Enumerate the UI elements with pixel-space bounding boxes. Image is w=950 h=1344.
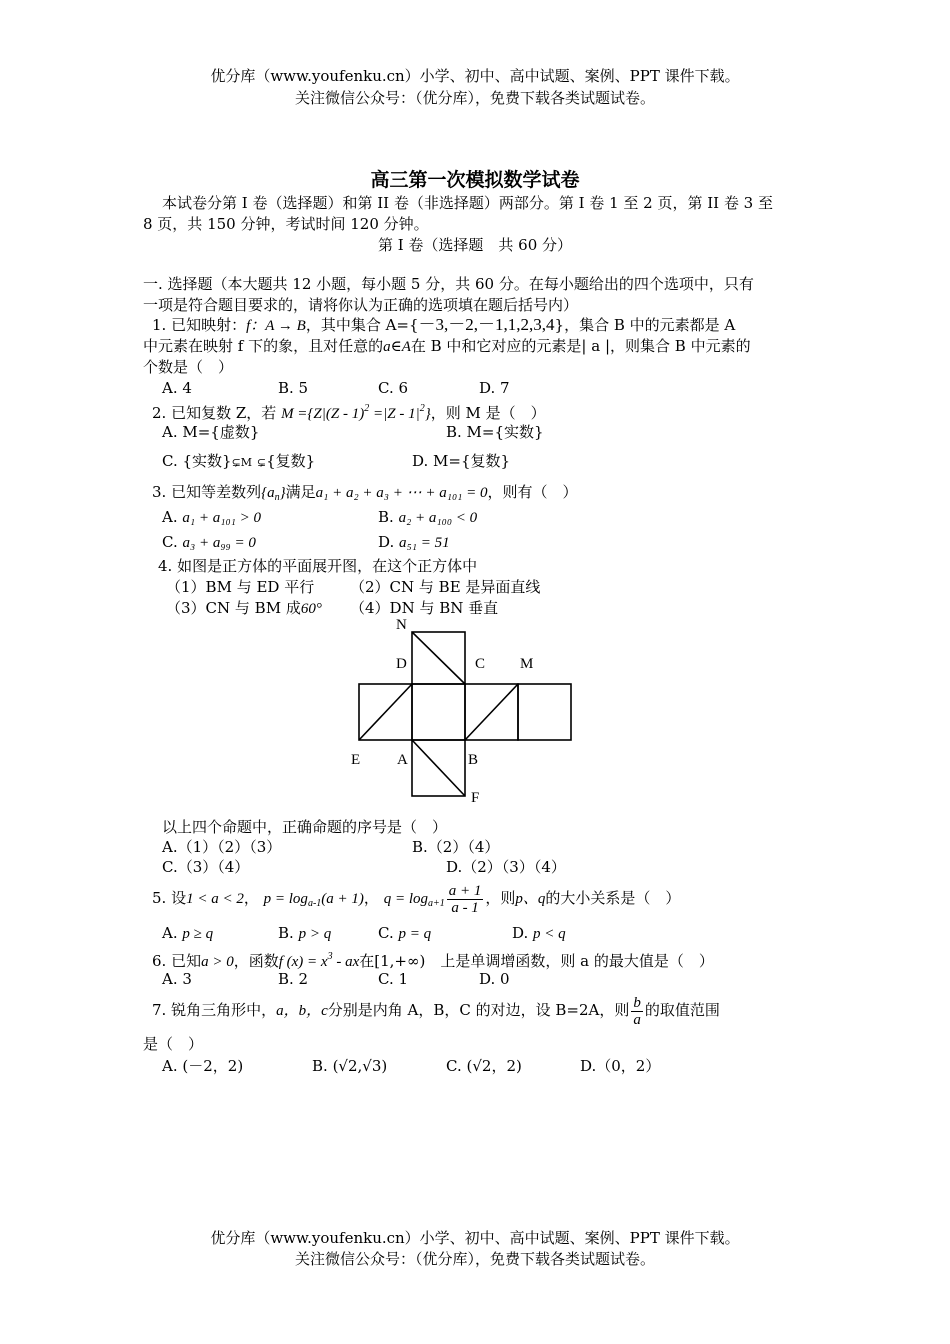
q4-statement-4: （4）DN 与 BN 垂直 (350, 599, 499, 617)
q2-option-c (162, 451, 315, 473)
q5-option-b-label: B. (278, 924, 294, 942)
q5-text-d: ，则 (485, 889, 516, 907)
q3-seq-c: } (279, 485, 286, 501)
net-diagonal-left (359, 684, 412, 740)
header-line-1: 优分库（www.youfenku.cn）小学、初中、高中试题、案例、PPT 课件下载。 (210, 67, 740, 85)
net-label-d: D (396, 656, 407, 672)
q7-option-b-label: B. (312, 1057, 328, 1075)
q3-option-a-label: A. (162, 508, 178, 526)
q4-question: 以上四个命题中，正确命题的序号是（ ） (162, 818, 448, 836)
q1-text-a: 1. 已知映射： (152, 316, 247, 334)
q7-option-c (446, 1056, 522, 1076)
q5-option-d (512, 923, 566, 944)
q1-line-3: 个数是（ ） (143, 358, 234, 376)
q2-line-1 (152, 399, 546, 424)
q1-text-line2a: 中元素在映射 f 下的象，且对任意的 (143, 337, 384, 355)
q7-text-a: 7. 锐角三角形中， (152, 1001, 277, 1019)
q4-option-a: A.（1）（2）（3） (162, 838, 282, 856)
q6-interval: [1,+∞) (374, 952, 426, 970)
q5-option-d-label: D. (512, 924, 529, 942)
q6-text-b: ，函数 (233, 952, 279, 970)
q2-exp-2: 2 (419, 403, 425, 414)
net-label-n: N (396, 617, 407, 633)
q5-pq: p、q (515, 891, 546, 907)
q1-text-b: ，其中集合 A={ (305, 316, 419, 334)
q3-option-d (378, 532, 450, 553)
q7-line-1 (152, 992, 720, 1029)
q4-statement-2: （2）CN 与 BE 是异面直线 (350, 578, 541, 596)
q5-line-1 (152, 880, 680, 922)
q2-option-a: A. M={虚数} (162, 423, 260, 441)
q4-statement-3-text: （3）CN 与 BM 成 (166, 599, 301, 617)
q3-text-a: 3. 已知等差数列 (152, 483, 262, 501)
q7-option-c-expr: (√2，2) (466, 1057, 522, 1075)
q5-text-c: ， (363, 889, 379, 907)
q6-text-a: 6. 已知 (152, 952, 202, 970)
q5-option-a (162, 923, 213, 944)
q5-q-log: q = log (383, 891, 428, 907)
q4-statement-3 (166, 598, 322, 619)
net-diagonal-right (465, 684, 518, 740)
q2-text-b: ，则 M 是（ ） (430, 404, 546, 422)
q2-expr (281, 403, 431, 422)
q7-text-b: 分别是内角 A，B，C 的对边，设 B=2A，则 (327, 1001, 630, 1019)
q7-line-2: 是（ ） (143, 1035, 204, 1053)
q7-denominator: a (633, 1011, 641, 1028)
q2-text-a: 2. 已知复数 Z，若 (152, 404, 277, 422)
section-line-2: 一项是符合题目要求的，请将你认为正确的选项填在题后括号内） (143, 296, 579, 314)
q5-p-base: a-1 (307, 898, 322, 909)
q5-text-a: 5. 设 (152, 889, 187, 907)
q7-vars: a，b，c (276, 1003, 328, 1019)
q3-option-a-expr: a₁ + a₁₀₁ > 0 (182, 510, 261, 526)
q7-option-a (162, 1056, 243, 1076)
q5-condition: 1 < a < 2 (186, 891, 244, 907)
q5-p-expr (264, 891, 364, 907)
q6-exponent: 3 (327, 951, 333, 962)
q7-option-a-label: A. (162, 1057, 178, 1075)
q3-line-1 (152, 482, 578, 508)
q4-option-b: B.（2）（4） (412, 838, 500, 856)
q6-text-d: 上是单调增函数，则 a 的最大值是（ ） (440, 952, 714, 970)
net-label-m: M (520, 656, 534, 672)
q3-seq-1: {a (261, 485, 275, 501)
q5-option-a-label: A. (162, 924, 178, 942)
footer-line-2: 关注微信公众号：（优分库），免费下载各类试题试卷。 (294, 1250, 655, 1268)
q1-line-1 (152, 315, 735, 336)
section-line-1: 一. 选择题（本大题共 12 小题，每小题 5 分，共 60 分。在每小题给出的四个选项中，只有 (143, 275, 754, 293)
q2-option-d: D. M={复数} (412, 452, 511, 470)
q2-expr-1: M ={Z|(Z - 1) (281, 406, 365, 422)
net-label-c: C (475, 656, 486, 672)
q1-elem: a∈A (383, 339, 411, 355)
q5-text-e: 的大小关系是（ ） (545, 889, 681, 907)
footer-line-1: 优分库（www.youfenku.cn）小学、初中、高中试题、案例、PPT 课件下载。 (210, 1229, 740, 1247)
net-label-b: B (468, 752, 479, 768)
header-line-2: 关注微信公众号：（优分库），免费下载各类试题试卷。 (294, 89, 655, 107)
q3-option-c (162, 532, 256, 553)
q5-numerator: a + 1 (448, 883, 482, 900)
q6-option-a: A. 3 (162, 970, 192, 988)
cube-net-diagram (355, 630, 575, 800)
q1-text-c: }，集合 B 中的元素都是 A (554, 316, 736, 334)
q5-q-base: a+1 (428, 898, 445, 909)
q4-statement-3-degree: 60° (300, 601, 322, 617)
q2-option-c-1: C. {实数} (162, 452, 232, 470)
q3-seq (261, 485, 286, 501)
q1-option-d: D. 7 (479, 379, 510, 397)
q1-line-2 (143, 336, 751, 357)
q7-option-b-expr: (√2,√3) (332, 1057, 388, 1075)
intro-line-1: 本试卷分第 I 卷（选择题）和第 II 卷（非选择题）两部分。第 I 卷 1 至 2 页，第 II 卷 3 至 (162, 194, 773, 212)
q4-line-1: 4. 如图是正方体的平面展开图，在这个正方体中 (158, 557, 478, 575)
q3-text-c: ，则有（ ） (487, 483, 578, 501)
q5-p-arg: (a + 1) (321, 891, 364, 907)
q7-option-b (312, 1056, 387, 1076)
q7-numerator: b (633, 994, 641, 1011)
q6-option-d: D. 0 (479, 970, 510, 988)
q3-seq-n: n (274, 492, 280, 503)
q5-option-b-expr: p > q (298, 926, 332, 942)
q1-map: f：A → B (246, 318, 306, 334)
q2-option-c-4: {复数} (266, 452, 316, 470)
net-label-e: E (351, 752, 361, 768)
q6-option-c: C. 1 (378, 970, 409, 988)
q5-p-log: p = log (263, 891, 308, 907)
q6-text-c: 在 (359, 952, 375, 970)
q5-option-c-label: C. (378, 924, 394, 942)
q4-option-d: D.（2）（3）（4） (446, 858, 566, 876)
q3-option-b-expr: a₂ + a₁₀₀ < 0 (398, 510, 478, 526)
q4-option-c: C.（3）（4） (162, 858, 250, 876)
q7-fraction (631, 995, 643, 1028)
q5-fraction (447, 883, 484, 916)
q1-set: －3,－2,－1,1,2,3,4 (418, 315, 555, 334)
q5-option-b (278, 923, 331, 944)
q2-option-c-3: ⊊ (256, 456, 267, 469)
q1-text-line2b: 在 B 中和它对应的元素是| a |，则集合 B 中元素的 (410, 337, 751, 355)
net-label-f: F (471, 790, 480, 806)
q3-option-d-label: D. (378, 533, 395, 551)
q6-option-b: B. 2 (278, 970, 309, 988)
q2-exp-1: 2 (364, 403, 370, 414)
part-one-heading: 第 I 卷（选择题 共 60 分） (377, 236, 573, 254)
q4-statement-1: （1）BM 与 ED 平行 (166, 578, 315, 596)
q3-option-c-expr: a₃ + a₉₉ = 0 (182, 535, 256, 551)
q2-expr-3: } (424, 406, 431, 422)
q1-option-a: A. 4 (162, 379, 192, 397)
net-face-center (412, 684, 465, 740)
q7-option-c-label: C. (446, 1057, 462, 1075)
net-face-far-right (518, 684, 571, 740)
q6-function (278, 951, 360, 970)
q7-option-a-expr: (－2，2) (182, 1057, 244, 1075)
q1-option-c: C. 6 (378, 379, 409, 397)
q5-q-expr (383, 883, 486, 917)
q3-option-a (162, 507, 261, 528)
q5-text-b: ， (243, 889, 259, 907)
q1-option-b: B. 5 (278, 379, 309, 397)
q6-fx: f (x) = x (278, 954, 328, 970)
q5-option-a-expr: p ≥ q (182, 926, 214, 942)
net-label-a: A (397, 752, 408, 768)
intro-line-2: 8 页，共 150 分钟，考试时间 120 分钟。 (143, 215, 429, 233)
q5-denominator: a - 1 (451, 900, 479, 917)
q6-line-1 (152, 947, 714, 972)
q3-condition: a₁ + a₂ + a₃ + ⋯ + a₁₀₁ = 0 (315, 485, 488, 501)
q6-fx2: - ax (332, 954, 360, 970)
q3-option-b (378, 507, 477, 528)
page-title: 高三第一次模拟数学试卷 (370, 169, 580, 191)
q6-condition: a > 0 (201, 954, 234, 970)
q2-option-b: B. M={实数} (446, 423, 544, 441)
q7-text-c: 的取值范围 (644, 1001, 720, 1019)
q5-option-c-expr: p = q (398, 926, 432, 942)
q3-option-b-label: B. (378, 508, 394, 526)
net-diagonal-bottom (412, 740, 465, 796)
q2-option-c-2: ⊊M (231, 456, 253, 469)
q7-option-d: D.（0，2） (580, 1057, 661, 1075)
q3-option-d-expr: a₅₁ = 51 (399, 535, 450, 551)
q5-option-d-expr: p < q (533, 926, 566, 942)
q2-expr-2: =|Z - 1| (369, 406, 420, 422)
q3-option-c-label: C. (162, 533, 178, 551)
q5-option-c (378, 923, 431, 944)
q3-text-b: 满足 (285, 483, 316, 501)
net-diagonal-top (412, 632, 465, 684)
